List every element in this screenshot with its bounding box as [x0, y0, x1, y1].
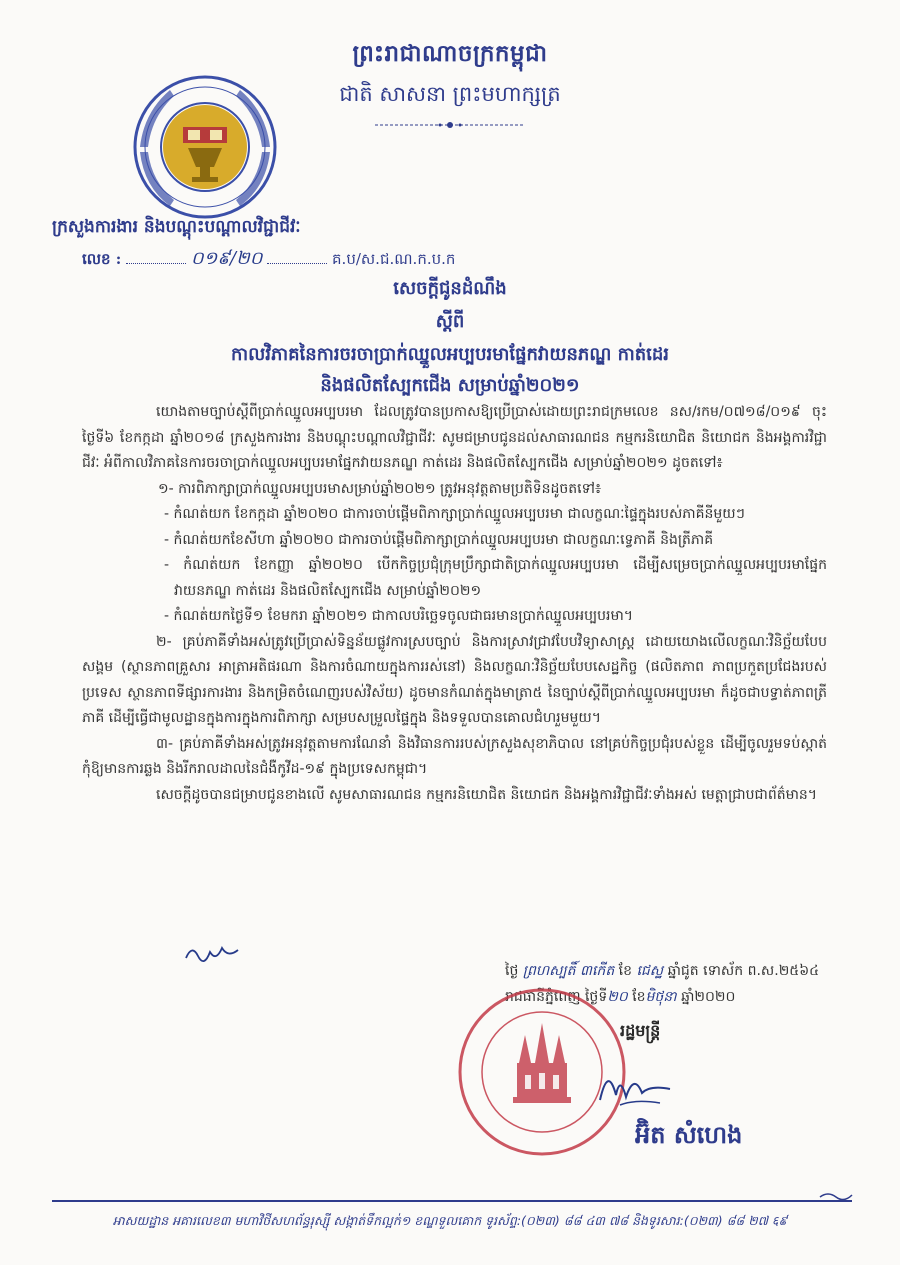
initial-mark-icon — [182, 940, 242, 966]
bullet-4: - កំណត់យកថ្ងៃទី១ ខែមករា ឆ្នាំ២០២១ ជាកាលបរិច្ឆេទចូលជាធរមានប្រាក់ឈ្នួលអប្បបរមា។ — [164, 608, 634, 624]
minister-name: អ៊ិត សំហេង — [635, 1120, 743, 1149]
bullet-2: - កំណត់យកខែសីហា ឆ្នាំ២០២០ ជាការចាប់ផ្ដើមពិភាក្សាប្រាក់ឈ្នួលអប្បបរមា ជាលក្ខណៈទ្វេភាគី និងត្រីភាគី — [164, 531, 714, 548]
ornament-divider-icon — [375, 120, 525, 130]
footer-divider — [52, 1200, 852, 1202]
title-line-2: ស្ដីពី — [435, 311, 465, 332]
closing-paragraph: សេចក្ដីដូចបានជម្រាបជូនខាងលើ សូមសាធារណជន កម្មករនិយោជិត និយោជក និងអង្គការវិជ្ជាជីវៈទាំងអស់ មេត្តាជ្រាបជាព័ត៌មាន។ — [156, 786, 818, 803]
reference-number: ០១៩ — [190, 248, 231, 269]
point-2: ២- គ្រប់ភាគីទាំងអស់ត្រូវប្រើប្រាស់ទិន្នន័យផ្លូវការស្របច្បាប់ និងការស្រាវជ្រាវបែបវិទ្យាសាស្ត្រ ដោយយោងលើលក្ខណៈវិនិច្ឆ័យបែបសង្គម (ស្ថានភាពគ្រួសារ អាត្រាអតិផរណា និងការចំណាយក្នុងការរស់នៅ) និងលក្ខណៈវិនិច្ឆ័យបែបសេដ្ឋកិច្ច (ផលិតភាព ភាពប្រកួតប្រជែងរបស់ប្រទេស ស្ថានភាពទីផ្សារការងារ និងកម្រិតចំណេញរបស់វិស័យ) ដូចមានកំណត់ក្នុងមាត្រា៥ នៃច្បាប់ស្ដីពីប្រាក់ឈ្នួលអប្បបរមា ក៏ដូចជាបទ្ធាត់ភាពត្រីភាគី ដើម្បីធ្វើជាមូលដ្ឋានក្នុងការក្នុងការពិភាក្សា សម្របសម្រួលផ្ទៃក្នុង និងទទួលបានគោលជំហរួមមួយ។ — [82, 633, 827, 726]
intro-paragraph: យោងតាមច្បាប់ស្ដីពីប្រាក់ឈ្នួលអប្បបរមា ដែលត្រូវបានប្រកាសឱ្យប្រើប្រាស់ដោយព្រះរាជក្រមលេខ នស/រកម/០៧១៨/០១៩ ចុះថ្ងៃទី៦ ខែកក្កដា ឆ្នាំ២០១៨ ក្រសួងការងារ និងបណ្ដុះបណ្ដាលវិជ្ជាជីវៈ សូមជម្រាបជូនដល់សាធារណជន កម្មករនិយោជិត និយោជក និងអង្គការវិជ្ជាជីវៈ អំពីកាលវិភាគនៃការចរចាប្រាក់ឈ្នួលអប្បបរមាផ្នែកវាយនភណ្ឌ កាត់ដេរ និងផលិតស្បែកជើង សម្រាប់ឆ្នាំ២០២១ ដូចតទៅ៖ — [82, 404, 827, 471]
notice-body — [82, 400, 827, 808]
bullet-3: - កំណត់យក ខែកញ្ញា ឆ្នាំ២០២០ បើកកិច្ចប្រជុំក្រុមប្រឹក្សាជាតិប្រាក់ឈ្នួលអប្បបរមា ដើម្បីសម្រេចប្រាក់ឈ្នួលអប្បបរមាផ្នែកវាយនភណ្ឌ កាត់ដេរ និងផលិតស្បែកជើង សម្រាប់ឆ្នាំ២០២១ — [164, 557, 827, 599]
footer-address: អាសយដ្ឋាន អគារលេខ៣ មហាវិថីសហព័ន្ធរុស្ស៊ី សង្កាត់ទឹកល្អក់១ ខណ្ឌទួលគោក ទូរស័ព្ទ:(០២៣) ៨៨ ៤៣ ៧៨ និងទូរសារ:(០២៣) ៨៨ ២៧ ६៩ — [112, 1213, 788, 1228]
title-line-1: សេចក្ដីជូនដំណឹង — [393, 278, 507, 299]
reference-label: លេខ : — [82, 250, 122, 268]
kingdom-title: ព្រះរាជាណាចក្រកម្ពុជា — [352, 40, 548, 67]
solar-date: រាជធានីភ្នំពេញ ថ្ងៃទី២០ ខែមិថុនា ឆ្នាំ២០២០ — [505, 989, 736, 1005]
ministry-logo-icon — [130, 72, 280, 222]
signature-icon — [590, 1055, 680, 1115]
ministry-name: ក្រសួងការងារ និងបណ្ដុះបណ្ដាលវិជ្ជាជីវៈ — [52, 217, 301, 237]
kingdom-header — [300, 40, 600, 134]
reference-suffix: គ.ប/ស.ជ.ណ.ក.ប.ក — [332, 250, 456, 268]
title-line-4: និងផលិតស្បែកជើង សម្រាប់ឆ្នាំ២០២១ — [320, 375, 580, 396]
national-motto: ជាតិ សាសនា ព្រះមហាក្សត្រ — [339, 82, 561, 106]
bullet-1: - កំណត់យក ខែកក្កដា ឆ្នាំ២០២០ ជាការចាប់ផ្ដើមពិភាក្សាប្រាក់ឈ្នួលអប្បបរមា ជាលក្ខណៈផ្ទៃក្នុងរបស់ភាគីនីមួយៗ — [164, 506, 745, 522]
reference-line: លេខ : ០១៩/២០ គ.ប/ស.ជ.ណ.ក.ប.ក — [82, 248, 456, 269]
minister-title: រដ្ឋមន្ត្រី — [620, 1021, 661, 1040]
lunar-date: ថ្ងៃ ព្រហស្បតិ៍ ៣កើត ខែ ជេស្ឋ ឆ្នាំជូត ទោស័ក ព.ស.២៥៦៤ — [505, 963, 820, 979]
point-1: ១- ការពិភាក្សាប្រាក់ឈ្នួលអប្បបរមាសម្រាប់ឆ្នាំ២០២១ ត្រូវអនុវត្តតាមប្រតិទិនដូចតទៅ៖ — [158, 480, 602, 497]
notice-title — [200, 276, 700, 400]
point-3: ៣- គ្រប់ភាគីទាំងអស់ត្រូវអនុវត្តតាមការណែនាំ និងវិធានការរបស់ក្រសួងសុខាភិបាល នៅគ្រប់កិច្ចប្រជុំរបស់ខ្លួន ដើម្បីចូលរួមទប់ស្កាត់កុំឱ្យមានការឆ្លង និងរីករាលដាលនៃជំងឺកូវីដ-១៩ ក្នុងប្រទេសកម្ពុជា។ — [82, 735, 827, 777]
title-line-3: កាលវិភាគនៃការចរចាប្រាក់ឈ្នួលអប្បបរមាផ្នែកវាយនភណ្ឌ កាត់ដេរ — [231, 344, 669, 365]
reference-year: ២០ — [236, 248, 263, 269]
